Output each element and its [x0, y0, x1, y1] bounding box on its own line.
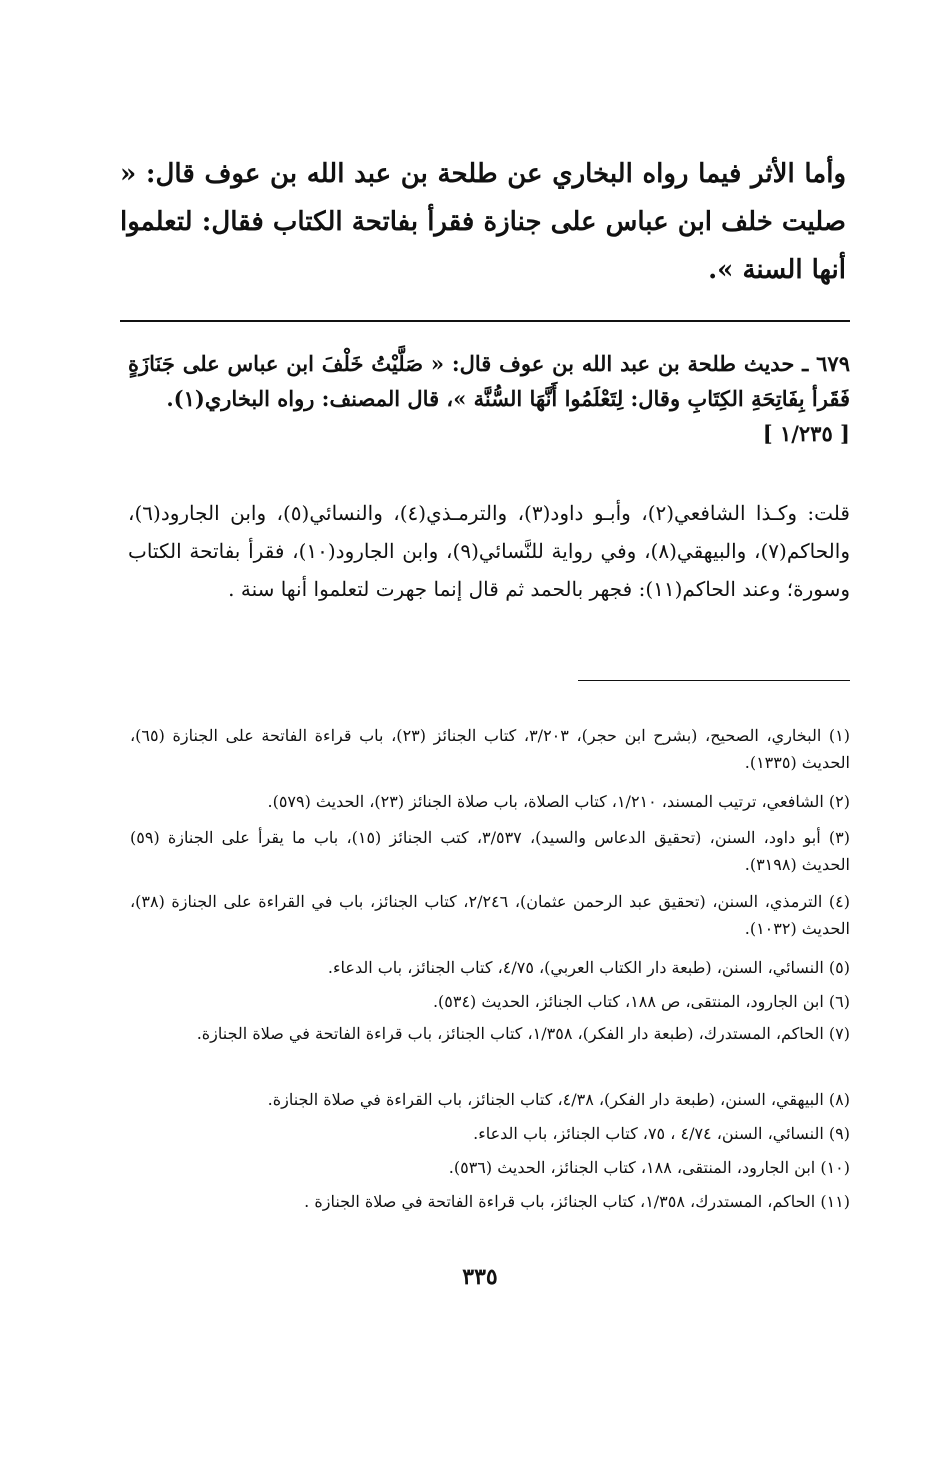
footnote-4: (٤) الترمذي، السنن، (تحقيق عبد الرحمن عثمان)، ٢/٢٤٦، كتاب الجنائز، باب في القراءة على الجنازة (٣٨)، الحديث (١٠٣٢).: [130, 892, 850, 938]
hadith-text: ٦٧٩ ـ حديث طلحة بن عبد الله بن عوف قال: « صَلَّيْتُ خَلْفَ ابن عباس على جَنَازَةٍ فَقَرأ بِفَاتِحَةِ الكِتَابِ وقال: لِتَعْلَمُوا أَنَّهَا السُّنَّة »، قال المصنف: رواه البخاري(١).: [128, 351, 850, 411]
footnote-2: (٢) الشافعي، ترتيب المسند، ١/٢١٠، كتاب الصلاة، باب صلاة الجنائز (٢٣)، الحديث (٥٧٩).: [267, 792, 850, 811]
qult-paragraph: قلت: وكـذا الشافعي(٢)، وأبـو داود(٣)، والترمـذي(٤)، والنسائي(٥)، وابن الجارود(٦)، والحاكم(٧)، والبيهقي(٨)، وفي رواية للنَّسائي(٩)، وابن الجارود(١٠)، فقرأ بفاتحة الكتاب وسورة؛ وعند الحاكم(١١): فجهر بالحمد ثم قال إنما جهرت لتعلموا أنها سنة .: [128, 501, 850, 601]
footnote-5: (٥) النسائي، السنن، (طبعة دار الكتاب العربي)، ٤/٧٥، كتاب الجنائز، باب الدعاء.: [327, 958, 850, 977]
hadith-paragraph: [128, 346, 850, 451]
footnote-7: (٧) الحاكم، المستدرك، (طبعة دار الفكر)، ١/٣٥٨، كتاب الجنائز، باب قراءة الفاتحة في صلاة الجنازة.: [196, 1024, 850, 1043]
footnote-8: (٨) البيهقي، السنن، (طبعة دار الفكر)، ٤/٣٨، كتاب الجنائز، باب القراءة في صلاة الجنازة.: [267, 1090, 850, 1109]
footnote-separator: [578, 680, 850, 681]
footnote-6: (٦) ابن الجارود، المنتقى، ص ١٨٨، كتاب الجنائز، الحديث (٥٣٤).: [432, 992, 850, 1011]
footnote-10: (١٠) ابن الجارود، المنتقى، ١٨٨، كتاب الجنائز، الحديث (٥٣٦).: [448, 1158, 850, 1177]
separator-rule: [120, 320, 850, 322]
page-number: ٣٣٥: [462, 1264, 498, 1290]
footnote-1: (١) البخاري، الصحيح، (بشرح ابن حجر)، ٣/٢٠٣، كتاب الجنائز (٢٣)، باب قراءة الفاتحة على الجنازة (٦٥)، الحديث (١٣٣٥).: [130, 726, 850, 772]
athar-paragraph: وأما الأثر فيما رواه البخاري عن طلحة بن عبد الله بن عوف قال: « صليت خلف ابن عباس على جنازة فقرأ بفاتحة الكتاب فقال: لتعلموا أنها السنة ».: [120, 159, 846, 285]
footnote-3: (٣) أبو داود، السنن، (تحقيق الدعاس والسيد)، ٣/٥٣٧، كتب الجنائز (١٥)، باب ما يقرأ على الجنازة (٥٩) الحديث (٣١٩٨).: [130, 828, 850, 874]
footnote-9: (٩) النسائي، السنن، ٤/٧٤ ، ٧٥، كتاب الجنائز، باب الدعاء.: [473, 1124, 850, 1143]
hadith-reference: [ ١/٢٣٥ ]: [762, 421, 850, 446]
footnote-11: (١١) الحاكم، المستدرك، ١/٣٥٨، كتاب الجنائز، باب قراءة الفاتحة في صلاة الجنازة .: [304, 1192, 850, 1211]
